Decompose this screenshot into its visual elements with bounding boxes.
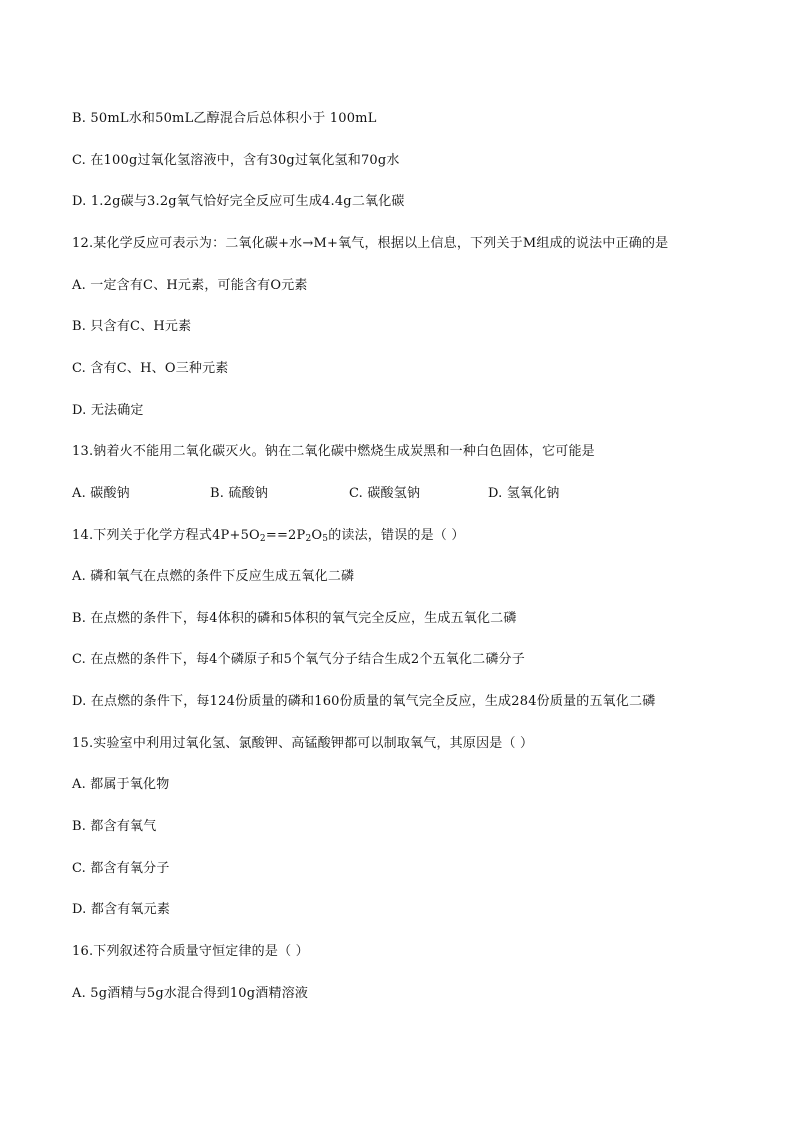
question-13-option-c: C. 碳酸氢钠	[349, 486, 421, 501]
question-12-option-b: B. 只含有C、H元素	[72, 319, 192, 334]
question-14-option-d: D. 在点燃的条件下，每124份质量的磷和160份质量的氧气完全反应，生成284份质量的五氧化二磷	[72, 694, 656, 709]
question-12-option-c: C. 含有C、H、O三种元素	[72, 361, 229, 376]
question-13-option-b: B. 硫酸钠	[210, 486, 269, 501]
option-c-hydrogen-peroxide: C. 在100g过氧化氢溶液中，含有30g过氧化氢和70g水	[72, 153, 400, 168]
question-12-option-a: A. 一定含有C、H元素，可能含有O元素	[72, 278, 308, 293]
question-14-option-c: C. 在点燃的条件下，每4个磷原子和5个氧气分子结合生成2个五氧化二磷分子	[72, 652, 525, 667]
question-15-option-b: B. 都含有氧气	[72, 819, 157, 834]
question-13-options	[72, 485, 560, 503]
question-14-option-a: A. 磷和氧气在点燃的条件下反应生成五氧化二磷	[72, 569, 355, 584]
option-d-carbon-oxygen: D. 1.2g碳与3.2g氧气恰好完全反应可生成4.4g二氧化碳	[72, 194, 405, 209]
question-16: 16.下列叙述符合质量守恒定律的是（ ）	[72, 944, 309, 959]
question-15-option-c: C. 都含有氧分子	[72, 861, 170, 876]
question-14-oxygen-symbol: O	[311, 528, 323, 543]
question-14-subscript-p2: 2	[305, 534, 312, 544]
question-12: 12.某化学反应可表示为：二氧化碳+水→M+氧气，根据以上信息，下列关于M组成的说法中正确的是	[72, 236, 669, 251]
question-14-subscript-o5: 5	[322, 534, 329, 544]
question-13-option-d: D. 氢氧化钠	[488, 486, 560, 501]
question-14-option-b: B. 在点燃的条件下，每4体积的磷和5体积的氧气完全反应，生成五氧化二磷	[72, 611, 517, 626]
question-15-option-a: A. 都属于氧化物	[72, 777, 170, 792]
question-13: 13.钠着火不能用二氧化碳灭火。钠在二氧化碳中燃烧生成炭黑和一种白色固体，它可能是	[72, 444, 595, 459]
question-16-option-a: A. 5g酒精与5g水混合得到10g酒精溶液	[72, 986, 309, 1001]
question-14-suffix: 的读法，错误的是（ ）	[328, 528, 465, 543]
question-15: 15.实验室中利用过氧化氢、氯酸钾、高锰酸钾都可以制取氧气，其原因是（ ）	[72, 736, 534, 751]
question-12-option-d: D. 无法确定	[72, 403, 144, 418]
option-b-volume: B. 50mL水和50mL乙醇混合后总体积小于 100mL	[72, 111, 377, 126]
question-14	[72, 527, 465, 545]
question-15-option-d: D. 都含有氧元素	[72, 902, 171, 917]
question-13-option-a: A. 碳酸钠	[72, 486, 130, 501]
question-14-prefix: 14.下列关于化学方程式4P+5O	[72, 528, 260, 543]
question-14-equation-mid: ==2P	[265, 528, 306, 543]
question-14-subscript-o2: 2	[259, 534, 266, 544]
